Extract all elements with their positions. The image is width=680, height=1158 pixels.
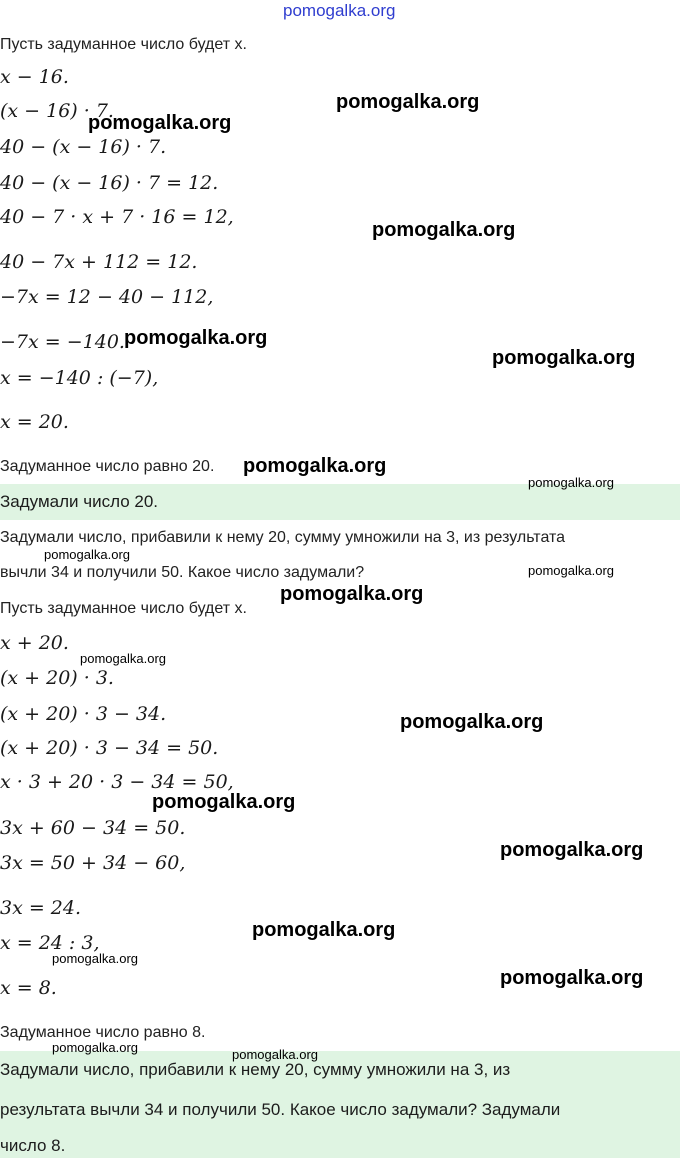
watermark: pomogalka.org — [372, 219, 516, 241]
task2-step-6: 3x + 60 − 34 = 50. — [0, 817, 186, 839]
task2-step-8: 3x = 24. — [0, 897, 82, 919]
watermark: pomogalka.org — [232, 1047, 318, 1062]
task2-answer-line-3: число 8. — [0, 1136, 66, 1155]
watermark: pomogalka.org — [336, 91, 480, 113]
watermark: pomogalka.org — [80, 651, 166, 666]
task2-step-4: (x + 20) · 3 − 34 = 50. — [0, 737, 219, 759]
task1-step-4: 40 − (x − 16) · 7 = 12. — [0, 172, 219, 194]
task1-step-6: 40 − 7x + 112 = 12. — [0, 251, 198, 273]
task2-step-2: (x + 20) · 3. — [0, 667, 114, 689]
task2-problem-line-2: вычли 34 и получили 50. Какое число задумали? — [0, 564, 365, 581]
watermark: pomogalka.org — [152, 791, 296, 813]
task2-problem-line-1: Задумали число, прибавили к нему 20, сумму умножили на 3, из результата — [0, 529, 566, 546]
task1-conclusion: Задуманное число равно 20. — [0, 458, 215, 475]
watermark: pomogalka.org — [243, 455, 387, 477]
task1-step-7: −7x = 12 − 40 − 112, — [0, 286, 214, 308]
task1-step-1: x − 16. — [0, 66, 69, 88]
task2-conclusion: Задуманное число равно 8. — [0, 1024, 206, 1041]
watermark: pomogalka.org — [492, 347, 636, 369]
watermark-top: pomogalka.org — [283, 1, 396, 20]
task1-step-5: 40 − 7 · x + 7 · 16 = 12, — [0, 206, 234, 228]
task2-answer-line-2: результата вычли 34 и получили 50. Какое число задумали? Задумали — [0, 1100, 561, 1119]
task2-step-10: x = 8. — [0, 977, 57, 999]
task2-step-5: x · 3 + 20 · 3 − 34 = 50, — [0, 771, 234, 793]
watermark: pomogalka.org — [528, 563, 614, 578]
task1-answer: Задумали число 20. — [0, 492, 159, 511]
watermark: pomogalka.org — [500, 839, 644, 861]
task2-intro: Пусть задуманное число будет x. — [0, 600, 247, 617]
task2-step-7: 3x = 50 + 34 − 60, — [0, 852, 186, 874]
watermark: pomogalka.org — [44, 547, 130, 562]
watermark: pomogalka.org — [400, 711, 544, 733]
task1-step-8: −7x = −140. — [0, 331, 125, 353]
task1-step-9: x = −140 : (−7), — [0, 367, 159, 389]
task2-step-3: (x + 20) · 3 − 34. — [0, 703, 167, 725]
watermark: pomogalka.org — [124, 327, 268, 349]
task2-answer-line-1: Задумали число, прибавили к нему 20, сумму умножили на 3, из — [0, 1060, 511, 1079]
watermark: pomogalka.org — [52, 1040, 138, 1055]
watermark: pomogalka.org — [500, 967, 644, 989]
watermark: pomogalka.org — [280, 583, 424, 605]
task1-intro: Пусть задуманное число будет x. — [0, 36, 247, 53]
watermark: pomogalka.org — [252, 919, 396, 941]
task2-step-1: x + 20. — [0, 632, 69, 654]
task1-step-10: x = 20. — [0, 411, 69, 433]
watermark: pomogalka.org — [88, 112, 232, 134]
watermark: pomogalka.org — [52, 951, 138, 966]
task2-step-9: x = 24 : 3, — [0, 932, 100, 954]
watermark: pomogalka.org — [528, 475, 614, 490]
task1-step-3: 40 − (x − 16) · 7. — [0, 136, 167, 158]
task1-step-2: (x − 16) · 7. — [0, 100, 114, 122]
